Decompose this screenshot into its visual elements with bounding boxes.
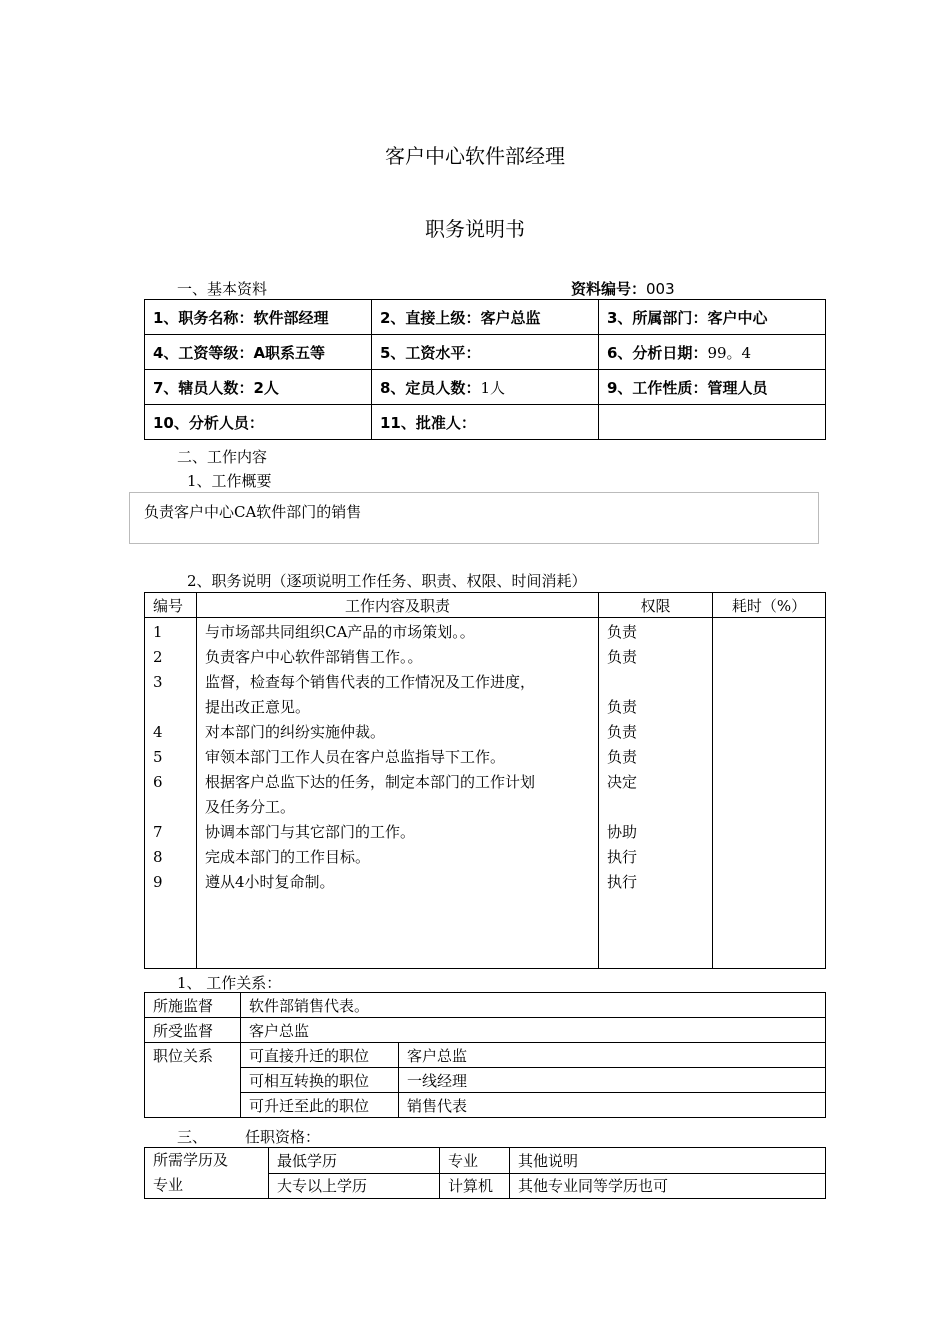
duty-text-line: 遵从4小时复命制。 (205, 873, 335, 891)
basic-cell: 3、所属部门：客户中心 (599, 300, 826, 335)
section1-heading: 一、基本资料 (177, 280, 268, 298)
work-summary-heading: 1、工作概要 (187, 472, 272, 490)
duty-number-blank (153, 695, 196, 720)
duty-header-row (145, 593, 826, 618)
position-value: 销售代表 (399, 1093, 826, 1118)
position-type: 可相互转换的职位 (241, 1068, 399, 1093)
qual-category (145, 1148, 269, 1199)
basic-cell: 11、批准人： (372, 405, 599, 440)
doc-number-value: 003 (646, 280, 675, 298)
duty-number: 9 (153, 873, 163, 891)
doc-number (571, 278, 675, 299)
duty-header-time: 耗时（%） (713, 593, 826, 618)
duty-auth-column (599, 618, 713, 969)
basic-row (145, 370, 826, 405)
basic-cell (599, 405, 826, 440)
table-row (145, 1068, 826, 1093)
basic-cell: 7、辖员人数：2人 (145, 370, 372, 405)
doc-subtitle: 职务说明书 (425, 217, 525, 241)
basic-info-table (144, 299, 826, 440)
duty-number: 6 (153, 773, 163, 791)
table-row (145, 1093, 826, 1118)
duty-text-line: 监督，检查每个销售代表的工作情况及工作进度， (205, 673, 536, 691)
duty-content-column (197, 618, 599, 969)
duty-authority: 协助 (607, 823, 638, 841)
supervise-label: 所施监督 (145, 993, 241, 1018)
duty-authority: 负责 (607, 623, 638, 641)
position-value: 一线经理 (399, 1068, 826, 1093)
doc-number-label: 资料编号： (571, 280, 647, 298)
duty-authority: 决定 (607, 773, 638, 791)
supervise-value: 软件部销售代表。 (241, 993, 826, 1018)
duty-number-blank (153, 795, 196, 820)
basic-cell: 2、直接上级：客户总监 (372, 300, 599, 335)
supervised-value: 客户总监 (241, 1018, 826, 1043)
duty-header-content: 工作内容及职责 (197, 593, 599, 618)
basic-row (145, 300, 826, 335)
relations-table (144, 992, 826, 1118)
position-type: 可直接升迁的职位 (241, 1043, 399, 1068)
duty-authority (607, 795, 712, 820)
duty-text-line: 提出改正意见。 (205, 698, 311, 716)
duty-header-no: 编号 (145, 593, 197, 618)
duty-authority: 负责 (607, 723, 638, 741)
duty-body-row (145, 618, 826, 969)
position-value: 客户总监 (399, 1043, 826, 1068)
basic-cell: 10、分析人员： (145, 405, 372, 440)
basic-row (145, 405, 826, 440)
table-row (145, 993, 826, 1018)
duty-number: 4 (153, 723, 163, 741)
duty-text-line: 完成本部门的工作目标。 (205, 848, 371, 866)
duty-time-column (713, 618, 826, 969)
qual-header-major: 专业 (440, 1148, 510, 1174)
duty-text-line: 审领本部门工作人员在客户总监指导下工作。 (205, 748, 506, 766)
duty-number: 8 (153, 848, 163, 866)
duty-text-line: 负责客户中心软件部销售工作。。 (205, 648, 423, 666)
basic-cell: 1、职务名称：软件部经理 (145, 300, 372, 335)
qual-header-degree: 最低学历 (269, 1148, 440, 1174)
duty-header-auth: 权限 (599, 593, 713, 618)
relations-heading: 1、 工作关系： (177, 974, 282, 992)
basic-cell: 8、定员人数：1人 (372, 370, 599, 405)
section3-heading-number: 三、 (177, 1128, 208, 1146)
basic-row (145, 335, 826, 370)
duty-authority: 执行 (607, 848, 638, 866)
basic-cell: 9、工作性质：管理人员 (599, 370, 826, 405)
section2-heading: 二、工作内容 (177, 448, 268, 466)
duty-authority: 负责 (607, 698, 638, 716)
duty-heading: 2、职务说明（逐项说明工作任务、职责、权限、时间消耗） (187, 572, 587, 590)
qualification-table (144, 1147, 826, 1199)
duty-no-column (145, 618, 197, 969)
duty-authority: 负责 (607, 648, 638, 666)
qual-category-line1: 所需学历及 (153, 1151, 229, 1169)
table-row (145, 1148, 826, 1174)
supervised-label: 所受监督 (145, 1018, 241, 1043)
duty-number: 5 (153, 748, 163, 766)
duty-number: 2 (153, 648, 163, 666)
duty-authority: 执行 (607, 873, 638, 891)
position-label: 职位关系 (145, 1043, 241, 1118)
qual-degree: 大专以上学历 (269, 1173, 440, 1199)
section3-heading: 任职资格： (245, 1128, 321, 1146)
duty-text-line: 根据客户总监下达的任务，制定本部门的工作计划 (205, 773, 536, 791)
duty-authority: 负责 (607, 748, 638, 766)
position-type: 可升迁至此的职位 (241, 1093, 399, 1118)
duty-table (144, 592, 826, 969)
basic-cell: 5、工资水平： (372, 335, 599, 370)
work-summary-box (129, 492, 819, 544)
basic-cell: 4、工资等级：A职系五等 (145, 335, 372, 370)
qual-notes: 其他专业同等学历也可 (510, 1173, 826, 1199)
duty-number: 3 (153, 673, 163, 691)
duty-text-line: 与市场部共同组织CA产品的市场策划。。 (205, 623, 475, 641)
duty-authority (607, 670, 712, 695)
duty-text-line: 对本部门的纠纷实施仲裁。 (205, 723, 386, 741)
duty-text-line: 及任务分工。 (205, 798, 296, 816)
qual-category-line2: 专业 (153, 1176, 184, 1194)
table-row (145, 1018, 826, 1043)
work-summary-text: 负责客户中心CA软件部门的销售 (144, 503, 362, 521)
qual-major: 计算机 (440, 1173, 510, 1199)
duty-number: 7 (153, 823, 163, 841)
basic-cell: 6、分析日期：99。4 (599, 335, 826, 370)
qual-header-notes: 其他说明 (510, 1148, 826, 1174)
duty-number: 1 (153, 623, 163, 641)
duty-text-line: 协调本部门与其它部门的工作。 (205, 823, 416, 841)
table-row (145, 1043, 826, 1068)
doc-title: 客户中心软件部经理 (385, 144, 565, 168)
